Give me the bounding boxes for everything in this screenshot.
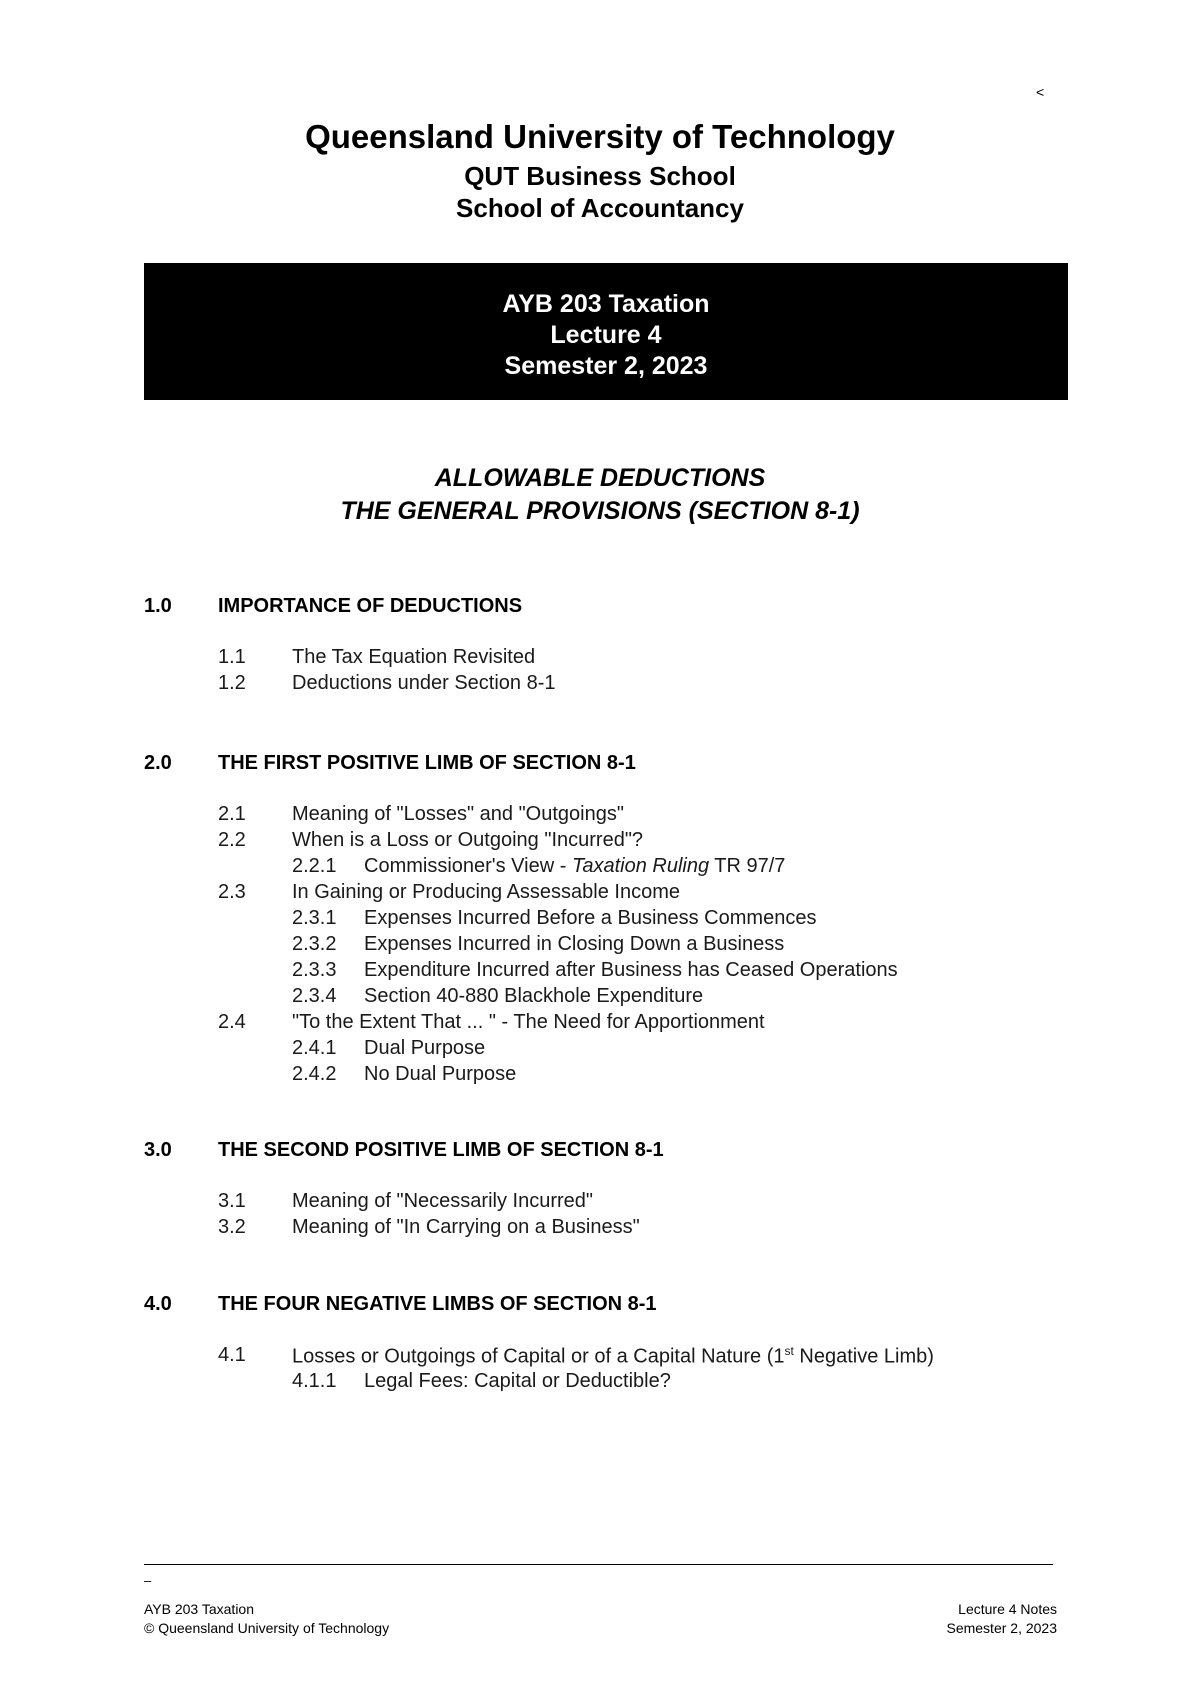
section-number: 4.0	[144, 1293, 172, 1315]
item-title: When is a Loss or Outgoing "Incurred"?	[292, 829, 644, 851]
ordinal-suffix: st	[784, 1344, 794, 1358]
section-number: 1.0	[144, 595, 172, 617]
footer-dash: –	[144, 1573, 152, 1588]
topic-heading-line1: ALLOWABLE DEDUCTIONS	[434, 464, 766, 492]
semester-label: Semester 2, 2023	[504, 352, 708, 380]
course-title: AYB 203 Taxation	[502, 290, 710, 318]
item-title: "To the Extent That ... " - The Need for Apportionment	[292, 1011, 765, 1033]
footer-rule	[144, 1564, 1053, 1565]
section-title: THE FOUR NEGATIVE LIMBS OF SECTION 8-1	[218, 1293, 657, 1315]
item-number: 4.1	[218, 1344, 246, 1366]
subitem-title: Expenses Incurred in Closing Down a Business	[364, 933, 785, 955]
item-number: 3.2	[218, 1216, 246, 1238]
section-number: 2.0	[144, 752, 172, 774]
item-title: Meaning of "In Carrying on a Business"	[292, 1216, 640, 1238]
item-number: 2.3	[218, 881, 246, 903]
section-title: THE FIRST POSITIVE LIMB OF SECTION 8-1	[218, 752, 636, 774]
subitem-title: Legal Fees: Capital or Deductible?	[364, 1370, 671, 1392]
footer-notes-label: Lecture 4 Notes	[958, 1601, 1057, 1617]
course-banner	[144, 263, 1068, 400]
footer-copyright: © Queensland University of Technology	[144, 1620, 390, 1636]
item-number: 1.1	[218, 646, 246, 668]
subitem-title: Section 40-880 Blackhole Expenditure	[364, 985, 704, 1007]
item-title: In Gaining or Producing Assessable Income	[292, 881, 680, 903]
lecture-number: Lecture 4	[550, 321, 662, 349]
item-number: 2.1	[218, 803, 246, 825]
footer-semester: Semester 2, 2023	[946, 1620, 1057, 1636]
subitem-title: Dual Purpose	[364, 1037, 486, 1059]
department-name: School of Accountancy	[456, 193, 744, 223]
subitem-number: 2.3.1	[292, 907, 337, 929]
item-title: The Tax Equation Revisited	[292, 646, 536, 668]
subitem-number: 2.2.1	[292, 855, 337, 877]
item-number: 2.2	[218, 829, 246, 851]
section-title: THE SECOND POSITIVE LIMB OF SECTION 8-1	[218, 1139, 664, 1161]
page-mark: ˂	[1036, 84, 1045, 100]
section-title: IMPORTANCE OF DEDUCTIONS	[218, 595, 523, 617]
subitem-number: 2.4.2	[292, 1063, 337, 1085]
subitem-title: No Dual Purpose	[364, 1063, 517, 1085]
item-number: 1.2	[218, 672, 246, 694]
footer-right	[946, 1600, 1057, 1638]
item-title: Meaning of "Losses" and "Outgoings"	[292, 803, 624, 825]
item-title: Losses or Outgoings of Capital or of a Capital Nature (1st Negative Limb)	[292, 1344, 934, 1368]
section-number: 3.0	[144, 1139, 172, 1161]
item-number: 2.4	[218, 1011, 246, 1033]
subitem-title: Commissioner's View - Taxation Ruling TR 97/7	[364, 855, 786, 877]
footer-left	[144, 1600, 389, 1638]
subitem-title: Expenses Incurred Before a Business Commences	[364, 907, 817, 929]
subitem-number: 2.4.1	[292, 1037, 337, 1059]
topic-heading-line2: THE GENERAL PROVISIONS (SECTION 8-1)	[340, 497, 860, 525]
item-title: Deductions under Section 8-1	[292, 672, 556, 694]
ruling-italic: Taxation Ruling	[571, 855, 710, 877]
university-title: Queensland University of Technology	[305, 118, 895, 155]
subitem-number: 2.3.3	[292, 959, 337, 981]
subitem-number: 2.3.2	[292, 933, 337, 955]
item-title: Meaning of "Necessarily Incurred"	[292, 1190, 593, 1212]
subitem-number: 4.1.1	[292, 1370, 337, 1392]
footer-course: AYB 203 Taxation	[144, 1601, 255, 1617]
school-name: QUT Business School	[464, 161, 736, 191]
subitem-title: Expenditure Incurred after Business has Ceased Operations	[364, 959, 898, 981]
item-number: 3.1	[218, 1190, 246, 1212]
subitem-number: 2.3.4	[292, 985, 337, 1007]
